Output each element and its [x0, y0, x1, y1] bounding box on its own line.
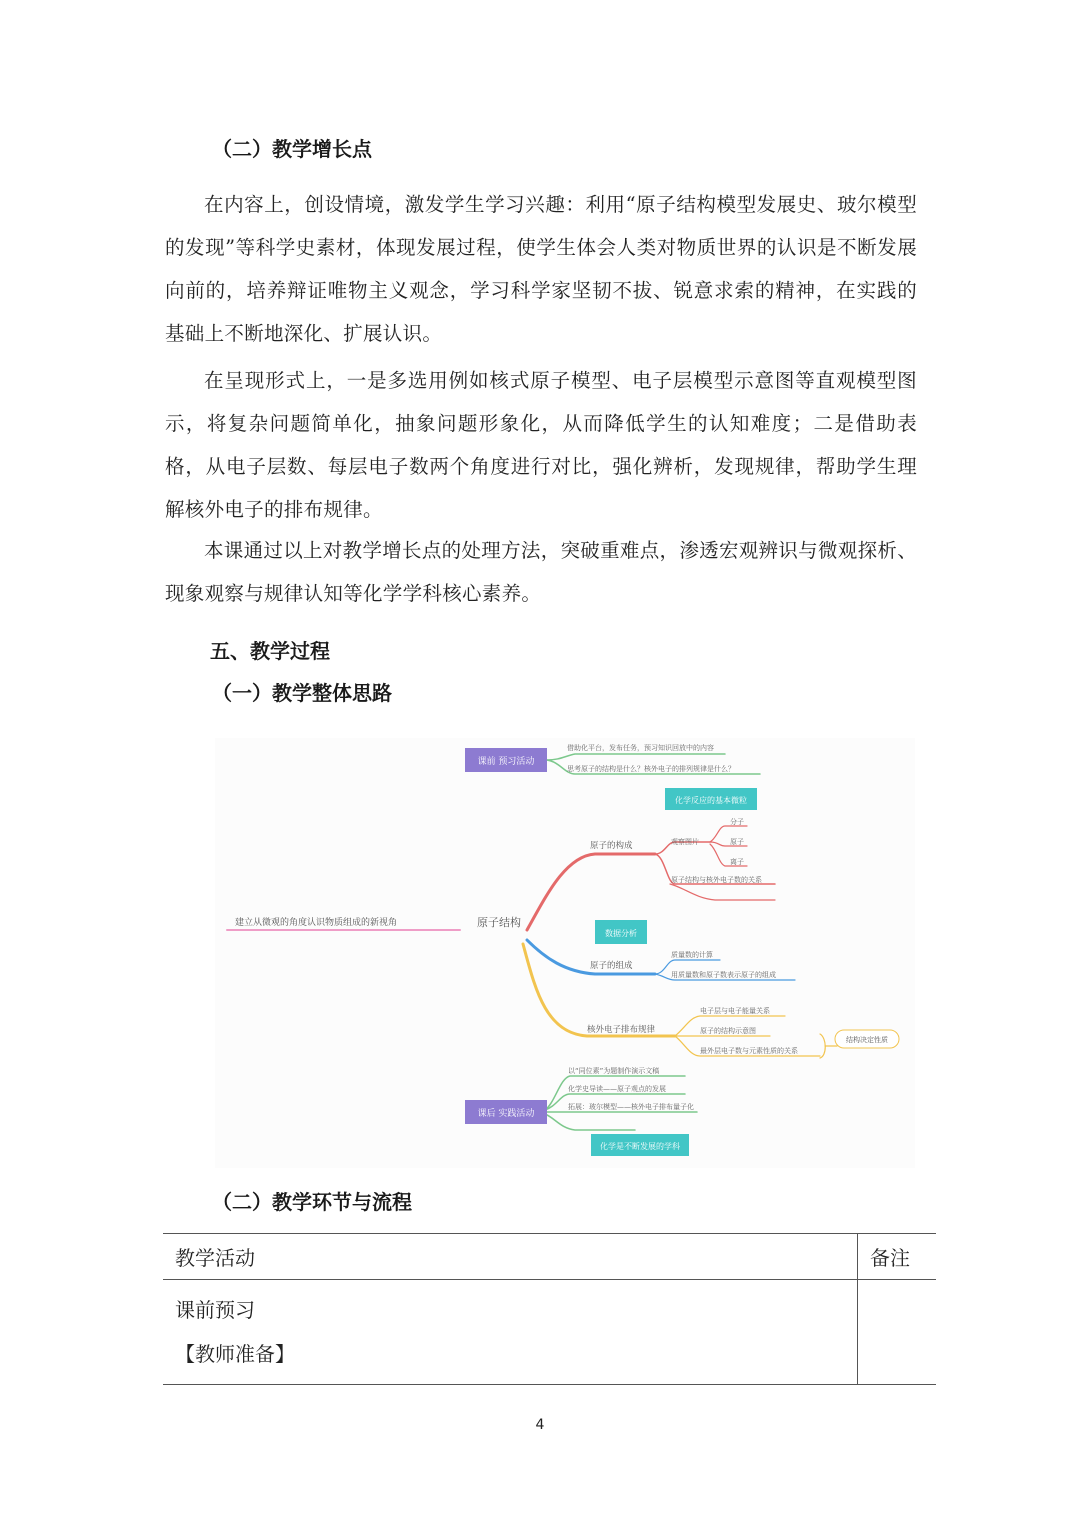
- teaching-flow-table: [163, 1233, 936, 1385]
- section-heading-growth: （二）教学增长点: [212, 137, 372, 161]
- mindmap-pre-item-2: 思考原子的结构是什么？核外电子的排列规律是什么？: [567, 765, 735, 773]
- subheading-overall-plan: （一）教学整体思路: [212, 681, 392, 705]
- mindmap-center: 原子结构: [477, 916, 521, 929]
- mindmap-arrangement-item-2: 原子的结构示意图: [700, 1027, 756, 1035]
- mindmap-makeup-item-1: 质量数的计算: [671, 951, 713, 959]
- mindmap-pre-item-1: 借助化平台，发布任务，预习知识回放中的内容: [567, 744, 714, 752]
- header-remark: 备注: [858, 1234, 937, 1280]
- row-remark-cell: [858, 1280, 937, 1385]
- mindmap-post-item-1: 以“同位素”为题制作演示文稿: [568, 1067, 660, 1075]
- mindmap-composition-sub: 观察图片: [671, 838, 699, 846]
- mindmap-composition-badge: 化学反应的基本微粒: [675, 796, 747, 805]
- paragraph-content: 在内容上，创设情境，激发学生学习兴趣：利用“原子结构模型发展史、玻尔模型的发现”等科学史素材，体现发展过程，使学生体会人类对物质世界的认识是不断发展向前的，培养辩证唯物主义观念，学习科学家坚韧不拔、锐意求索的精神，在实践的基础上不断地深化、扩展认识。: [165, 193, 917, 345]
- subheading-flow: （二）教学环节与流程: [212, 1190, 412, 1214]
- row-activity-cell: [163, 1280, 858, 1385]
- mindmap-composition-extra: 原子结构与核外电子数的关系: [671, 876, 762, 884]
- mindmap-post-item-3: 拓展：玻尔模型——核外电子排布量子化: [568, 1103, 694, 1111]
- mindmap-particle-ion: 离子: [730, 858, 744, 866]
- mindmap-makeup-badge: 数据分析: [605, 929, 637, 938]
- mindmap-figure: [215, 738, 915, 1168]
- mindmap-makeup-item-2: 用质量数和原子数表示原子的组成: [671, 971, 776, 979]
- mindmap-arrangement-item-3: 最外层电子数与元素性质的关系: [700, 1047, 798, 1055]
- mindmap-post-item-2: 化学史导读——原子观点的发展: [568, 1085, 666, 1093]
- mindmap-makeup-label: 原子的组成: [590, 961, 633, 971]
- mindmap-particle-molecule: 分子: [730, 818, 744, 826]
- header-activity: 教学活动: [163, 1234, 858, 1280]
- mindmap-post-class-badge: 化学是不断发展的学科: [600, 1142, 680, 1151]
- mindmap-left-goal: 建立从微观的角度认识物质组成的新视角: [235, 918, 398, 928]
- row-teacher-prep: 【教师准备】: [175, 1342, 295, 1366]
- table-row: [163, 1280, 936, 1385]
- mindmap-pre-class-label: 课前 预习活动: [477, 757, 535, 767]
- mindmap-arrangement-label: 核外电子排布规律: [587, 1025, 656, 1035]
- mindmap-arrangement-item-1: 电子层与电子能量关系: [700, 1007, 770, 1015]
- section-heading-process: 五、教学过程: [210, 639, 330, 663]
- paragraph-summary: 本课通过以上对教学增长点的处理方法，突破重难点，渗透宏观辨识与微观探析、现象观察与规律认知等化学学科核心素养。: [165, 539, 917, 605]
- mindmap-particle-atom: 原子: [730, 838, 744, 846]
- row-preview-label: 课前预习: [175, 1298, 255, 1322]
- table-header-row: [163, 1234, 936, 1280]
- mindmap-composition-label: 原子的构成: [590, 841, 633, 851]
- page-number: 4: [535, 1417, 545, 1433]
- paragraph-presentation: 在呈现形式上，一是多选用例如核式原子模型、电子层模型示意图等直观模型图示，将复杂问题简单化，抽象问题形象化，从而降低学生的认知难度；二是借助表格，从电子层数、每层电子数两个角度进行对比，强化辨析，发现规律，帮助学生理解核外电子的排布规律。: [165, 369, 917, 521]
- mindmap-post-class-label: 课后 实践活动: [477, 1109, 535, 1119]
- mindmap-arrangement-note: 结构决定性质: [846, 1036, 888, 1044]
